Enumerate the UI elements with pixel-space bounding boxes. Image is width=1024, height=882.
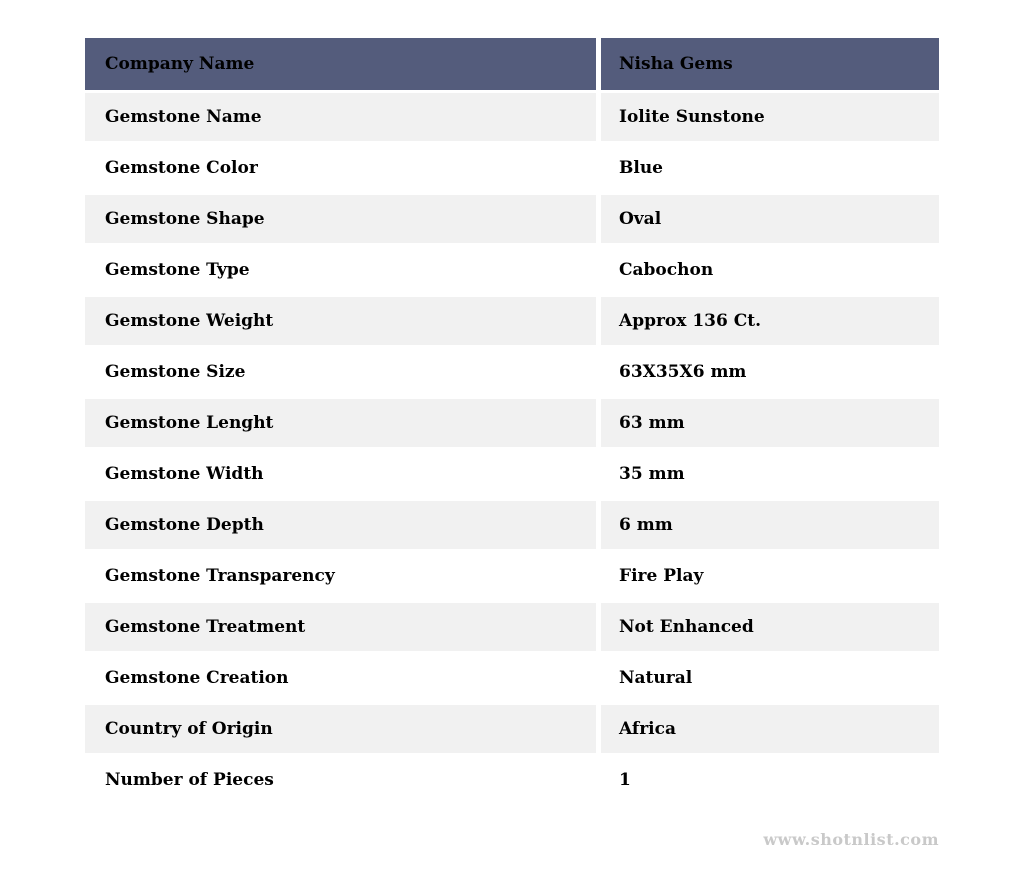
row-label-cell: Gemstone Type	[85, 246, 596, 294]
header-label-cell: Company Name	[85, 38, 596, 90]
row-value-cell: 35 mm	[601, 450, 939, 498]
row-value-cell: Blue	[601, 144, 939, 192]
row-label-cell: Gemstone Depth	[85, 501, 596, 549]
table-row	[85, 501, 939, 549]
row-value-cell: Not Enhanced	[601, 603, 939, 651]
row-value-cell: Natural	[601, 654, 939, 702]
row-label-cell: Gemstone Width	[85, 450, 596, 498]
row-value-cell: 63 mm	[601, 399, 939, 447]
row-label-cell: Gemstone Size	[85, 348, 596, 396]
gemstone-spec-table	[85, 38, 939, 804]
row-value-cell: 63X35X6 mm	[601, 348, 939, 396]
table-row	[85, 552, 939, 600]
table-row	[85, 450, 939, 498]
header-value-cell: Nisha Gems	[601, 38, 939, 90]
row-label-cell: Gemstone Name	[85, 93, 596, 141]
table-row	[85, 756, 939, 804]
table-row	[85, 654, 939, 702]
table-row	[85, 705, 939, 753]
row-label-cell: Gemstone Treatment	[85, 603, 596, 651]
row-value-cell: 6 mm	[601, 501, 939, 549]
row-label-cell: Gemstone Transparency	[85, 552, 596, 600]
table-row	[85, 246, 939, 294]
row-label-cell: Gemstone Weight	[85, 297, 596, 345]
table-row	[85, 603, 939, 651]
row-value-cell: Iolite Sunstone	[601, 93, 939, 141]
row-label-cell: Number of Pieces	[85, 756, 596, 804]
table-row	[85, 195, 939, 243]
table-row	[85, 93, 939, 141]
row-label-cell: Country of Origin	[85, 705, 596, 753]
row-value-cell: Africa	[601, 705, 939, 753]
table-row	[85, 399, 939, 447]
table-header-row	[85, 38, 939, 90]
row-value-cell: Fire Play	[601, 552, 939, 600]
row-value-cell: Approx 136 Ct.	[601, 297, 939, 345]
table-row	[85, 297, 939, 345]
watermark: www.shotnlist.com	[763, 830, 939, 849]
table-row	[85, 144, 939, 192]
row-value-cell: Cabochon	[601, 246, 939, 294]
row-label-cell: Gemstone Shape	[85, 195, 596, 243]
row-value-cell: 1	[601, 756, 939, 804]
row-label-cell: Gemstone Lenght	[85, 399, 596, 447]
row-value-cell: Oval	[601, 195, 939, 243]
row-label-cell: Gemstone Creation	[85, 654, 596, 702]
table-row	[85, 348, 939, 396]
row-label-cell: Gemstone Color	[85, 144, 596, 192]
